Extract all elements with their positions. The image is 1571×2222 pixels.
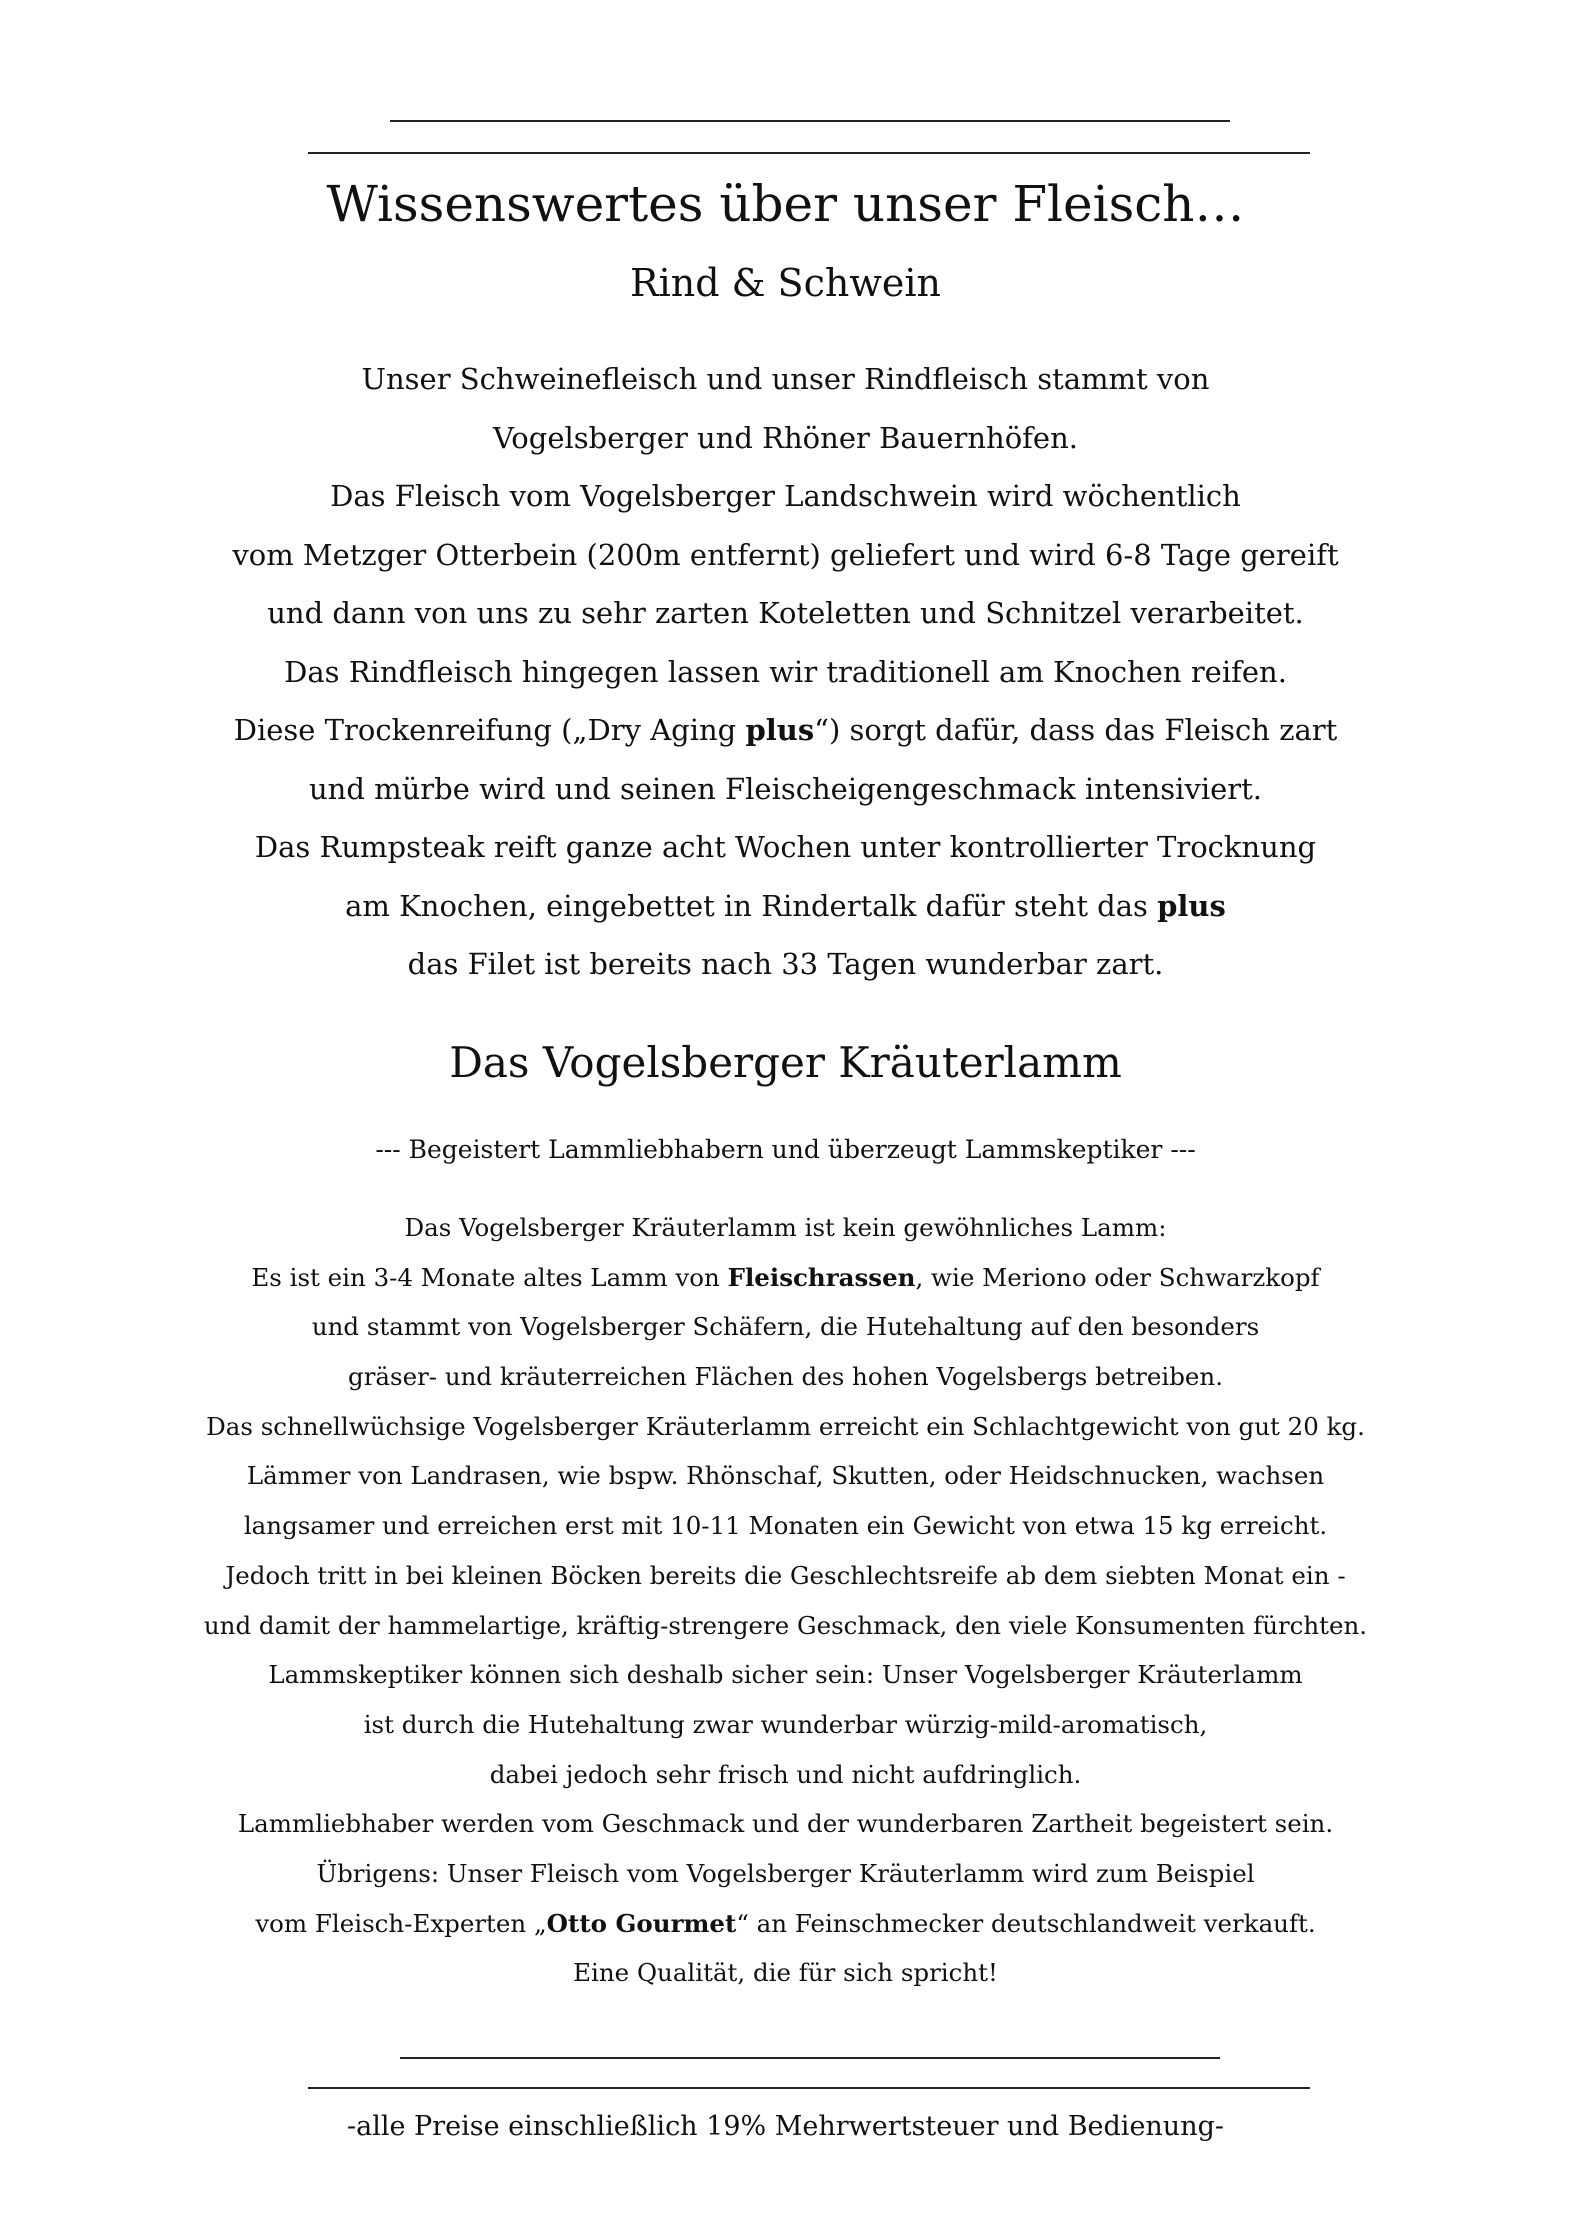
text-line: und dann von uns zu sehr zarten Koteletten und Schnitzel verarbeitet. [267,596,1304,630]
text-segment: vom Fleisch-Experten „ [255,1908,547,1938]
text-line: Das Rindfleisch hingegen lassen wir traditionell am Knochen reifen. [284,654,1287,689]
text-segment: Es ist ein 3-4 Monate altes Lamm von [251,1262,728,1292]
text-segment: am Knochen, eingebettet in Rindertalk dafür steht das [345,888,1158,923]
text-line: vom Metzger Otterbein (200m entfernt) geliefert und wird 6-8 Tage gereift [232,537,1339,572]
text-line: und stammt von Vogelsberger Schäfern, die Hutehaltung auf den besonders [311,1312,1260,1342]
text-line: Jedoch tritt in bei kleinen Böcken bereits die Geschlechtsreife ab dem siebten Monat ein - [225,1560,1346,1590]
text-line: Lämmer von Landrasen, wie bspw. Rhönschaf, Skutten, oder Heidschnucken, wachsen [246,1461,1325,1491]
section-rind-schwein-text [0,350,1571,994]
text-segment: , wie Meriono oder Schwarzkopf [915,1262,1320,1292]
bottom-divider-long [308,2087,1310,2089]
top-divider-long [308,152,1310,154]
price-footer-note: -alle Preise einschließlich 19% Mehrwertsteuer und Bedienung- [346,2111,1224,2142]
section-subtitle-rind-schwein: Rind & Schwein [630,261,941,305]
section-tagline: --- Begeistert Lammliebhabern und überzeugt Lammskeptiker --- [375,1135,1196,1164]
text-line: Das schnellwüchsige Vogelsberger Kräuterlamm erreicht ein Schlachtgewicht von gut 20 kg. [206,1411,1365,1441]
bold-otto-gourmet: Otto Gourmet [546,1908,737,1938]
bold-plus: plus [1157,888,1226,923]
text-line-otto-gourmet [0,1899,1571,1949]
text-line: Lammliebhaber werden vom Geschmack und der wunderbaren Zartheit begeistert sein. [237,1809,1334,1839]
text-line: Das Fleisch vom Vogelsberger Landschwein wird wöchentlich [330,479,1241,513]
section-kraeuterlamm-text [0,1203,1571,1998]
text-line: und damit der hammelartige, kräftig-strengere Geschmack, den viele Konsumenten fürchten. [203,1610,1368,1640]
bold-plus: plus [745,713,815,747]
text-line: Übrigens: Unser Fleisch vom Vogelsberger Kräuterlamm wird zum Beispiel [316,1858,1255,1888]
text-line: Vogelsberger und Rhöner Bauernhöfen. [493,420,1078,455]
text-segment: “) sorgt dafür, dass das Fleisch zart [814,713,1338,747]
text-line-fleischrassen [0,1253,1571,1303]
page-title: Wissenswertes über unser Fleisch… [326,175,1245,233]
bottom-divider-short [400,2057,1220,2059]
top-divider-short [390,120,1230,122]
text-line: gräser- und kräuterreichen Flächen des hohen Vogelsbergs betreiben. [348,1362,1223,1392]
text-line: Das Vogelsberger Kräuterlamm ist kein gewöhnliches Lamm: [404,1213,1167,1242]
text-segment: “ an Feinschmecker deutschlandweit verkauft. [736,1908,1316,1938]
text-line: und mürbe wird und seinen Fleischeigengeschmack intensiviert. [308,771,1263,806]
text-line: dabei jedoch sehr frisch und nicht aufdringlich. [489,1759,1082,1789]
text-line-knochen [0,877,1571,936]
bold-fleischrassen: Fleischrassen [727,1262,916,1292]
text-segment: Diese Trockenreifung („Dry Aging [233,713,746,747]
text-line: ist durch die Hutehaltung zwar wunderbar würzig-mild-aromatisch, [363,1709,1208,1739]
text-line: Lammskeptiker können sich deshalb sicher sein: Unser Vogelsberger Kräuterlamm [268,1660,1303,1690]
text-line: Unser Schweinefleisch und unser Rindfleisch stammt von [361,362,1210,396]
section-heading-kraeuterlamm: Das Vogelsberger Kräuterlamm [449,1038,1122,1087]
text-line: das Filet ist bereits nach 33 Tagen wunderbar zart. [407,947,1164,981]
text-line-closing: Eine Qualität, die für sich spricht! [573,1958,998,1988]
text-line: Das Rumpsteak reift ganze acht Wochen unter kontrollierter Trocknung [254,830,1317,864]
text-line: langsamer und erreichen erst mit 10-11 Monaten ein Gewicht von etwa 15 kg erreicht. [243,1511,1328,1541]
text-line-dry-aging [0,701,1571,760]
